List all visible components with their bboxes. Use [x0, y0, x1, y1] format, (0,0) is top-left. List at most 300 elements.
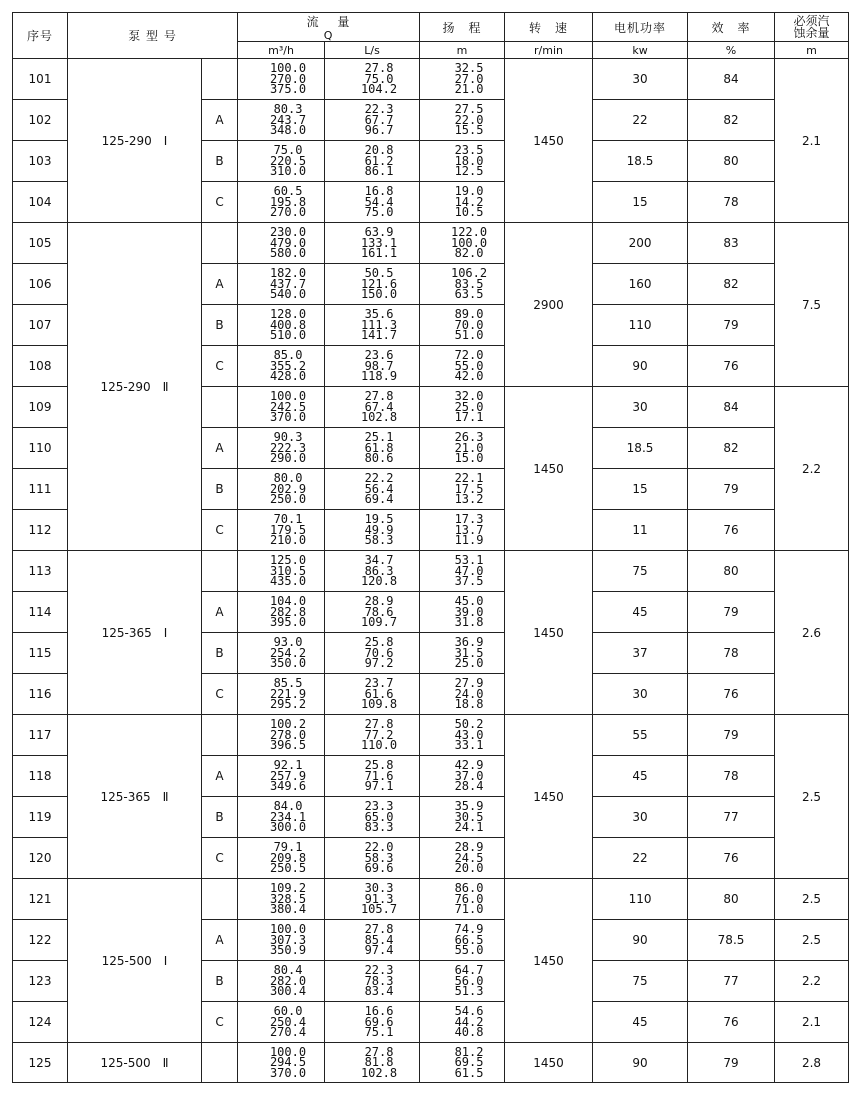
speed-cell: 1450 — [505, 715, 593, 879]
head-cell — [420, 797, 505, 838]
variant-cell — [202, 551, 238, 592]
variant-cell — [202, 1043, 238, 1083]
value-line: 128.0 — [269, 307, 307, 322]
value-line: 435.0 — [269, 574, 307, 589]
power-cell: 30 — [593, 59, 688, 100]
value-line: 60.0 — [273, 1004, 303, 1019]
eff-cell: 76 — [688, 510, 775, 551]
power-cell: 110 — [593, 879, 688, 920]
value-line: 15.5 — [454, 123, 484, 138]
value-line: 104.0 — [269, 594, 307, 609]
power-cell: 22 — [593, 838, 688, 879]
value-line: 102.8 — [360, 410, 398, 425]
flow-m3h-cell — [238, 100, 325, 141]
value-line: 83.3 — [364, 820, 394, 835]
value-line: 270.0 — [269, 71, 307, 86]
eff-cell: 76 — [688, 346, 775, 387]
eff-cell: 80 — [688, 551, 775, 592]
value-line: 348.0 — [269, 123, 307, 138]
value-line: 25.8 — [364, 758, 394, 773]
value-line: 45.0 — [454, 594, 484, 609]
unit-head: m — [420, 42, 505, 59]
flow-ls-cell — [325, 920, 420, 961]
value-line: 30.5 — [454, 809, 484, 824]
value-line: 81.2 — [454, 1044, 484, 1059]
head-cell — [420, 674, 505, 715]
value-line: 77.2 — [364, 727, 394, 742]
value-line: 83.4 — [364, 984, 394, 999]
value-line: 290.0 — [269, 451, 307, 466]
seq-cell: 110 — [13, 428, 68, 469]
variant-cell: A — [202, 592, 238, 633]
pump-performance-table — [12, 12, 849, 1083]
value-line: 396.5 — [269, 738, 307, 753]
value-line: 428.0 — [269, 369, 307, 384]
value-line: 34.7 — [364, 553, 394, 568]
flow-m3h-cell — [238, 346, 325, 387]
value-line: 17.3 — [454, 512, 484, 527]
flow-ls-cell — [325, 674, 420, 715]
power-cell: 18.5 — [593, 428, 688, 469]
eff-cell: 80 — [688, 879, 775, 920]
value-line: 85.5 — [273, 676, 303, 691]
flow-m3h-cell — [238, 305, 325, 346]
value-line: 70.1 — [273, 512, 303, 527]
npsh-cell: 2.8 — [775, 1043, 849, 1083]
seq-cell: 101 — [13, 59, 68, 100]
power-cell: 30 — [593, 674, 688, 715]
value-line: 257.9 — [269, 768, 307, 783]
value-line: 70.6 — [364, 645, 394, 660]
value-line: 37.5 — [454, 574, 484, 589]
variant-cell: C — [202, 838, 238, 879]
power-cell: 75 — [593, 551, 688, 592]
speed-cell: 1450 — [505, 879, 593, 1043]
flow-ls-cell — [325, 469, 420, 510]
table-row — [13, 879, 849, 920]
value-line: 243.7 — [269, 112, 307, 127]
value-line: 82.0 — [454, 246, 484, 261]
power-cell: 90 — [593, 1043, 688, 1083]
value-line: 349.6 — [269, 779, 307, 794]
flow-m3h-cell — [238, 223, 325, 264]
value-line: 31.8 — [454, 615, 484, 630]
value-line: 28.9 — [454, 840, 484, 855]
flow-ls-cell — [325, 961, 420, 1002]
head-cell — [420, 428, 505, 469]
header-flow-title: 流 量 — [306, 15, 351, 29]
flow-ls-cell — [325, 1002, 420, 1043]
value-line: 25.0 — [454, 399, 484, 414]
eff-cell: 79 — [688, 592, 775, 633]
value-line: 100.0 — [269, 922, 307, 937]
model-cell: 125-500 Ⅰ — [68, 879, 202, 1043]
value-line: 74.9 — [454, 922, 484, 937]
flow-m3h-cell — [238, 633, 325, 674]
model-cell: 125-500 Ⅱ — [68, 1043, 202, 1083]
header-npsh-line2: 蚀余量 — [793, 26, 830, 40]
value-line: 36.9 — [454, 635, 484, 650]
value-line: 27.9 — [454, 676, 484, 691]
npsh-cell: 2.2 — [775, 961, 849, 1002]
eff-cell: 78.5 — [688, 920, 775, 961]
flow-ls-cell — [325, 346, 420, 387]
value-line: 44.2 — [454, 1014, 484, 1029]
value-line: 30.3 — [364, 881, 394, 896]
eff-cell: 82 — [688, 428, 775, 469]
flow-ls-cell — [325, 223, 420, 264]
value-line: 97.2 — [364, 656, 394, 671]
npsh-cell: 2.6 — [775, 551, 849, 715]
value-line: 32.5 — [454, 61, 484, 76]
unit-speed: r/min — [505, 42, 593, 59]
variant-cell: A — [202, 756, 238, 797]
value-line: 71.0 — [454, 902, 484, 917]
seq-cell: 104 — [13, 182, 68, 223]
flow-m3h-cell — [238, 756, 325, 797]
header-model: 泵 型 号 — [68, 13, 238, 59]
value-line: 250.0 — [269, 492, 307, 507]
value-line: 102.8 — [360, 1065, 398, 1080]
value-line: 67.7 — [364, 112, 394, 127]
header-row — [13, 13, 849, 42]
value-line: 22.2 — [364, 471, 394, 486]
value-line: 234.1 — [269, 809, 307, 824]
value-line: 118.9 — [360, 369, 398, 384]
flow-ls-cell — [325, 100, 420, 141]
value-line: 510.0 — [269, 328, 307, 343]
value-line: 69.4 — [364, 492, 394, 507]
header-power: 电机功率 — [593, 13, 688, 42]
speed-cell: 2900 — [505, 223, 593, 387]
value-line: 69.6 — [364, 1014, 394, 1029]
flow-m3h-cell — [238, 264, 325, 305]
variant-cell: C — [202, 1002, 238, 1043]
eff-cell: 76 — [688, 838, 775, 879]
value-line: 109.2 — [269, 881, 307, 896]
header-seq: 序号 — [13, 13, 68, 59]
value-line: 40.8 — [454, 1025, 484, 1040]
value-line: 141.7 — [360, 328, 398, 343]
value-line: 106.2 — [450, 266, 488, 281]
power-cell: 15 — [593, 469, 688, 510]
value-line: 350.0 — [269, 656, 307, 671]
flow-m3h-cell — [238, 920, 325, 961]
value-line: 83.5 — [454, 276, 484, 291]
flow-m3h-cell — [238, 387, 325, 428]
value-line: 63.5 — [454, 287, 484, 302]
flow-ls-cell — [325, 633, 420, 674]
value-line: 86.0 — [454, 881, 484, 896]
value-line: 58.3 — [364, 533, 394, 548]
value-line: 100.0 — [450, 235, 488, 250]
table-row — [13, 223, 849, 264]
value-line: 25.1 — [364, 430, 394, 445]
value-line: 50.5 — [364, 266, 394, 281]
head-cell — [420, 223, 505, 264]
value-line: 22.0 — [364, 840, 394, 855]
value-line: 13.7 — [454, 522, 484, 537]
value-line: 27.8 — [364, 389, 394, 404]
variant-cell — [202, 715, 238, 756]
value-line: 221.9 — [269, 686, 307, 701]
value-line: 109.8 — [360, 697, 398, 712]
eff-cell: 82 — [688, 264, 775, 305]
npsh-cell: 2.1 — [775, 59, 849, 223]
head-cell — [420, 879, 505, 920]
value-line: 110.0 — [360, 738, 398, 753]
value-line: 91.3 — [364, 891, 394, 906]
head-cell — [420, 920, 505, 961]
speed-cell: 1450 — [505, 59, 593, 223]
seq-cell: 115 — [13, 633, 68, 674]
eff-cell: 84 — [688, 59, 775, 100]
value-line: 58.3 — [364, 850, 394, 865]
power-cell: 45 — [593, 756, 688, 797]
head-cell — [420, 59, 505, 100]
value-line: 31.5 — [454, 645, 484, 660]
eff-cell: 78 — [688, 182, 775, 223]
power-cell: 45 — [593, 1002, 688, 1043]
value-line: 63.9 — [364, 225, 394, 240]
head-cell — [420, 961, 505, 1002]
value-line: 23.6 — [364, 348, 394, 363]
value-line: 80.3 — [273, 102, 303, 117]
value-line: 22.3 — [364, 963, 394, 978]
head-cell — [420, 1043, 505, 1083]
value-line: 300.0 — [269, 820, 307, 835]
value-line: 81.8 — [364, 1055, 394, 1070]
value-line: 75.1 — [364, 1025, 394, 1040]
value-line: 98.7 — [364, 358, 394, 373]
table-row — [13, 715, 849, 756]
head-cell — [420, 387, 505, 428]
flow-ls-cell — [325, 387, 420, 428]
value-line: 27.8 — [364, 1044, 394, 1059]
value-line: 22.1 — [454, 471, 484, 486]
seq-cell: 116 — [13, 674, 68, 715]
variant-cell: B — [202, 141, 238, 182]
flow-m3h-cell — [238, 715, 325, 756]
seq-cell: 120 — [13, 838, 68, 879]
value-line: 70.0 — [454, 317, 484, 332]
flow-ls-cell — [325, 141, 420, 182]
value-line: 23.7 — [364, 676, 394, 691]
value-line: 80.6 — [364, 451, 394, 466]
header-flow-q: Q — [323, 29, 334, 42]
eff-cell: 78 — [688, 633, 775, 674]
value-line: 16.6 — [364, 1004, 394, 1019]
value-line: 209.8 — [269, 850, 307, 865]
seq-cell: 106 — [13, 264, 68, 305]
variant-cell: A — [202, 428, 238, 469]
value-line: 18.0 — [454, 153, 484, 168]
value-line: 55.0 — [454, 943, 484, 958]
flow-ls-cell — [325, 715, 420, 756]
value-line: 375.0 — [269, 82, 307, 97]
value-line: 61.8 — [364, 440, 394, 455]
variant-cell: B — [202, 961, 238, 1002]
seq-cell: 118 — [13, 756, 68, 797]
seq-cell: 111 — [13, 469, 68, 510]
value-line: 90.3 — [273, 430, 303, 445]
value-line: 75.0 — [273, 143, 303, 158]
variant-cell: A — [202, 100, 238, 141]
flow-m3h-cell — [238, 674, 325, 715]
head-cell — [420, 510, 505, 551]
header-npsh-line1: 必须汽 — [793, 14, 830, 28]
model-cell: 125-290 Ⅱ — [68, 223, 202, 551]
head-cell — [420, 592, 505, 633]
value-line: 61.2 — [364, 153, 394, 168]
flow-m3h-cell — [238, 428, 325, 469]
value-line: 61.6 — [364, 686, 394, 701]
flow-m3h-cell — [238, 797, 325, 838]
value-line: 10.5 — [454, 205, 484, 220]
value-line: 19.5 — [364, 512, 394, 527]
eff-cell: 79 — [688, 469, 775, 510]
eff-cell: 77 — [688, 961, 775, 1002]
variant-cell: C — [202, 346, 238, 387]
value-line: 120.8 — [360, 574, 398, 589]
flow-ls-cell — [325, 756, 420, 797]
npsh-cell: 2.1 — [775, 1002, 849, 1043]
header-eff: 效 率 — [688, 13, 775, 42]
seq-cell: 108 — [13, 346, 68, 387]
value-line: 355.2 — [269, 358, 307, 373]
seq-cell: 124 — [13, 1002, 68, 1043]
power-cell: 30 — [593, 797, 688, 838]
header-npsh — [775, 13, 849, 42]
value-line: 20.8 — [364, 143, 394, 158]
eff-cell: 79 — [688, 305, 775, 346]
value-line: 18.8 — [454, 697, 484, 712]
value-line: 22.3 — [364, 102, 394, 117]
value-line: 370.0 — [269, 1065, 307, 1080]
value-line: 250.4 — [269, 1014, 307, 1029]
head-cell — [420, 838, 505, 879]
value-line: 54.6 — [454, 1004, 484, 1019]
head-cell — [420, 182, 505, 223]
value-line: 24.0 — [454, 686, 484, 701]
value-line: 27.0 — [454, 71, 484, 86]
head-cell — [420, 346, 505, 387]
value-line: 67.4 — [364, 399, 394, 414]
value-line: 230.0 — [269, 225, 307, 240]
value-line: 64.7 — [454, 963, 484, 978]
value-line: 75.0 — [364, 205, 394, 220]
value-line: 122.0 — [450, 225, 488, 240]
seq-cell: 112 — [13, 510, 68, 551]
model-cell: 125-365 Ⅰ — [68, 551, 202, 715]
power-cell: 15 — [593, 182, 688, 223]
value-line: 100.0 — [269, 61, 307, 76]
value-line: 47.0 — [454, 563, 484, 578]
value-line: 50.2 — [454, 717, 484, 732]
value-line: 437.7 — [269, 276, 307, 291]
value-line: 65.0 — [364, 809, 394, 824]
flow-m3h-cell — [238, 551, 325, 592]
value-line: 11.9 — [454, 533, 484, 548]
value-line: 76.0 — [454, 891, 484, 906]
value-line: 27.5 — [454, 102, 484, 117]
value-line: 100.0 — [269, 1044, 307, 1059]
flow-ls-cell — [325, 59, 420, 100]
value-line: 92.1 — [273, 758, 303, 773]
power-cell: 37 — [593, 633, 688, 674]
value-line: 56.0 — [454, 973, 484, 988]
table-row — [13, 1043, 849, 1083]
variant-cell: B — [202, 797, 238, 838]
seq-cell: 103 — [13, 141, 68, 182]
value-line: 125.0 — [269, 553, 307, 568]
value-line: 179.5 — [269, 522, 307, 537]
seq-cell: 107 — [13, 305, 68, 346]
value-line: 100.0 — [269, 389, 307, 404]
value-line: 111.3 — [360, 317, 398, 332]
power-cell: 200 — [593, 223, 688, 264]
value-line: 13.2 — [454, 492, 484, 507]
value-line: 17.1 — [454, 410, 484, 425]
variant-cell: C — [202, 510, 238, 551]
flow-ls-cell — [325, 1043, 420, 1083]
seq-cell: 114 — [13, 592, 68, 633]
value-line: 35.6 — [364, 307, 394, 322]
value-line: 270.4 — [269, 1025, 307, 1040]
value-line: 328.5 — [269, 891, 307, 906]
value-line: 37.0 — [454, 768, 484, 783]
seq-cell: 121 — [13, 879, 68, 920]
value-line: 133.1 — [360, 235, 398, 250]
value-line: 54.4 — [364, 194, 394, 209]
head-cell — [420, 305, 505, 346]
flow-ls-cell — [325, 879, 420, 920]
npsh-cell: 2.5 — [775, 920, 849, 961]
variant-cell: C — [202, 674, 238, 715]
value-line: 69.5 — [454, 1055, 484, 1070]
flow-ls-cell — [325, 510, 420, 551]
eff-cell: 76 — [688, 674, 775, 715]
value-line: 24.1 — [454, 820, 484, 835]
value-line: 53.1 — [454, 553, 484, 568]
value-line: 43.0 — [454, 727, 484, 742]
eff-cell: 84 — [688, 387, 775, 428]
value-line: 479.0 — [269, 235, 307, 250]
flow-ls-cell — [325, 838, 420, 879]
head-cell — [420, 551, 505, 592]
eff-cell: 80 — [688, 141, 775, 182]
table-row — [13, 59, 849, 100]
flow-m3h-cell — [238, 182, 325, 223]
seq-cell: 125 — [13, 1043, 68, 1083]
value-line: 72.0 — [454, 348, 484, 363]
value-line: 28.9 — [364, 594, 394, 609]
value-line: 282.0 — [269, 973, 307, 988]
seq-cell: 119 — [13, 797, 68, 838]
value-line: 61.5 — [454, 1065, 484, 1080]
value-line: 250.5 — [269, 861, 307, 876]
variant-cell: A — [202, 264, 238, 305]
value-line: 42.9 — [454, 758, 484, 773]
value-line: 580.0 — [269, 246, 307, 261]
value-line: 33.1 — [454, 738, 484, 753]
value-line: 540.0 — [269, 287, 307, 302]
value-line: 14.2 — [454, 194, 484, 209]
value-line: 121.6 — [360, 276, 398, 291]
value-line: 282.8 — [269, 604, 307, 619]
value-line: 86.3 — [364, 563, 394, 578]
value-line: 25.0 — [454, 656, 484, 671]
